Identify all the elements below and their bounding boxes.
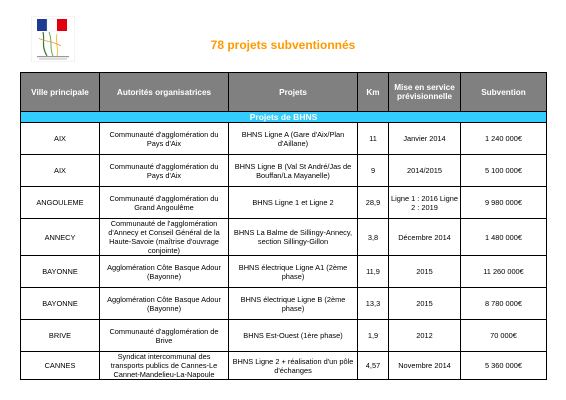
table-row (21, 352, 547, 380)
cell-autorite: Communauté d'agglomération du Pays d'Aix (100, 155, 229, 187)
cell-km: 1,9 (358, 320, 389, 352)
header-mise-en-service: Mise en service prévisionnelle (389, 73, 461, 112)
cell-autorite: Communauté d'agglomération de Brive (100, 320, 229, 352)
cell-autorite: Communauté d'agglomération du Pays d'Aix (100, 123, 229, 155)
cell-mise-en-service: Novembre 2014 (389, 352, 461, 380)
cell-subvention: 1 240 000€ (461, 123, 547, 155)
page-title: 78 projets subventionnés (210, 38, 356, 52)
cell-subvention: 9 980 000€ (461, 187, 547, 219)
table-row (21, 320, 547, 352)
cell-projet: BHNS Ligne 2 + réalisation d'un pôle d'échanges (229, 352, 358, 380)
table-row (21, 123, 547, 155)
cell-ville: CANNES (21, 352, 100, 380)
cell-ville: ANGOULEME (21, 187, 100, 219)
table-row (21, 155, 547, 187)
cell-ville: AIX (21, 155, 100, 187)
table-row (21, 256, 547, 288)
cell-projet: BHNS Ligne A (Gare d'Aix/Plan d'Aillane) (229, 123, 358, 155)
cell-mise-en-service: 2015 (389, 288, 461, 320)
header-ville-principale: Ville principale (21, 73, 100, 112)
table-header-row (21, 73, 547, 112)
cell-subvention: 11 260 000€ (461, 256, 547, 288)
cell-km: 13,3 (358, 288, 389, 320)
cell-subvention: 1 480 000€ (461, 219, 547, 256)
header-autorites-organisatrices: Autorités organisatrices (100, 73, 229, 112)
cell-mise-en-service: Décembre 2014 (389, 219, 461, 256)
cell-km: 11,9 (358, 256, 389, 288)
cell-mise-en-service: Janvier 2014 (389, 123, 461, 155)
cell-km: 28,9 (358, 187, 389, 219)
cell-mise-en-service: 2015 (389, 256, 461, 288)
cell-projet: BHNS La Balme de Sillingy-Annecy, section Sillingy-Gillon (229, 219, 358, 256)
cell-autorite: Communauté d'agglomération du Grand Angoulême (100, 187, 229, 219)
cell-km: 11 (358, 123, 389, 155)
cell-autorite: Communauté de l'agglomération d'Annecy et Conseil Général de la Haute-Savoie (maîtrise d'ouvrage conjointe) (100, 219, 229, 256)
cell-subvention: 5 360 000€ (461, 352, 547, 380)
table-row (21, 187, 547, 219)
cell-ville: AIX (21, 123, 100, 155)
section-row (21, 112, 547, 123)
cell-ville: BAYONNE (21, 256, 100, 288)
cell-km: 4,57 (358, 352, 389, 380)
cell-ville: BRIVE (21, 320, 100, 352)
cell-ville: ANNECY (21, 219, 100, 256)
cell-subvention: 8 780 000€ (461, 288, 547, 320)
cell-autorite: Agglomération Côte Basque Adour (Bayonne) (100, 256, 229, 288)
cell-subvention: 5 100 000€ (461, 155, 547, 187)
cell-projet: BHNS Ligne B (Val St André/Jas de Bouffan/La Mayanelle) (229, 155, 358, 187)
cell-projet: BHNS électrique Ligne B (2ème phase) (229, 288, 358, 320)
table-row (21, 219, 547, 256)
table-row (21, 288, 547, 320)
cell-autorite: Syndicat intercommunal des transports publics de Cannes-Le Cannet-Mandelieu-La-Napoule (100, 352, 229, 380)
header-subvention: Subvention (461, 73, 547, 112)
cell-km: 9 (358, 155, 389, 187)
cell-projet: BHNS électrique Ligne A1 (2ème phase) (229, 256, 358, 288)
cell-projet: BHNS Est-Ouest (1ère phase) (229, 320, 358, 352)
cell-projet: BHNS Ligne 1 et Ligne 2 (229, 187, 358, 219)
cell-mise-en-service: 2014/2015 (389, 155, 461, 187)
section-label: Projets de BHNS (21, 112, 547, 123)
cell-subvention: 70 000€ (461, 320, 547, 352)
cell-ville: BAYONNE (21, 288, 100, 320)
header-km: Km (358, 73, 389, 112)
cell-km: 3,8 (358, 219, 389, 256)
subsidies-table (20, 72, 547, 380)
cell-mise-en-service: Ligne 1 : 2016 Ligne 2 : 2019 (389, 187, 461, 219)
cell-mise-en-service: 2012 (389, 320, 461, 352)
header-projets: Projets (229, 73, 358, 112)
cell-autorite: Agglomération Côte Basque Adour (Bayonne) (100, 288, 229, 320)
